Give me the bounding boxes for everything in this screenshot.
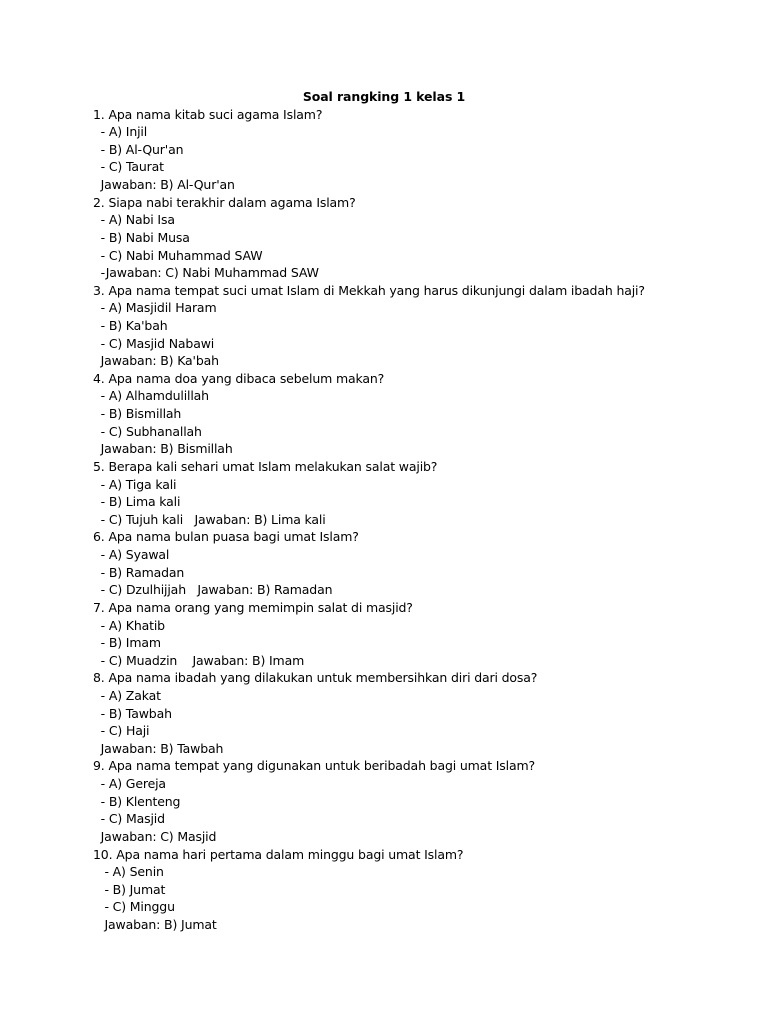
document-line: 7. Apa nama orang yang memimpin salat di masjid? — [93, 599, 413, 615]
document-line: - B) Imam — [93, 635, 161, 651]
document-line: - B) Tawbah — [93, 705, 172, 721]
document-line: - B) Bismillah — [93, 406, 182, 421]
document-line: - A) Zakat — [93, 688, 161, 703]
document-line: 2. Siapa nabi terakhir dalam agama Islam? — [93, 194, 356, 210]
document-line: - B) Nabi Musa — [93, 229, 190, 245]
document-line: 8. Apa nama ibadah yang dilakukan untuk membersihkan diri dari dosa? — [93, 670, 538, 686]
document-line: 9. Apa nama tempat yang digunakan untuk beribadah bagi umat Islam? — [93, 758, 536, 774]
document-line: 1. Apa nama kitab suci agama Islam? — [93, 106, 323, 122]
document-line: Jawaban: B) Tawbah — [93, 740, 224, 756]
document-line: - A) Khatib — [93, 617, 165, 633]
document-line: - B) Lima kali — [93, 494, 181, 510]
document-line: - A) Senin — [93, 864, 164, 880]
document-line: - C) Masjid Nabawi — [93, 335, 215, 351]
document-line: - A) Masjidil Haram — [93, 300, 217, 316]
document-line: 3. Apa nama tempat suci umat Islam di Mekkah yang harus dikunjungi dalam ibadah haji? — [93, 282, 645, 298]
document-line: - B) Ka'bah — [93, 317, 168, 333]
document-line: - A) Nabi Isa — [93, 212, 175, 228]
document-line: Jawaban: C) Masjid — [93, 828, 217, 844]
document-line: - C) Dzulhijjah Jawaban: B) Ramadan — [93, 582, 333, 598]
document-line: Jawaban: B) Bismillah — [93, 441, 233, 457]
document-line: - C) Nabi Muhammad SAW — [93, 247, 263, 263]
document-line: - A) Alhamdulillah — [93, 388, 209, 404]
document-line: 6. Apa nama bulan puasa bagi umat Islam? — [93, 529, 359, 545]
document-line: - C) Subhanallah — [93, 423, 202, 439]
document-line: - A) Tiga kali — [93, 476, 177, 492]
document-line: - C) Masjid — [93, 811, 165, 827]
document-title: Soal rangking 1 kelas 1 — [302, 89, 466, 104]
document-line: Jawaban: B) Ka'bah — [93, 353, 219, 369]
document-line: 10. Apa nama hari pertama dalam minggu bagi umat Islam? — [93, 846, 464, 862]
document-line: - C) Minggu — [93, 899, 175, 915]
document-line: - C) Taurat — [93, 159, 164, 175]
document-line: - A) Injil — [93, 124, 148, 140]
document-line: - A) Syawal — [93, 547, 170, 562]
document-line: - B) Al-Qur'an — [93, 141, 184, 157]
document-line: 5. Berapa kali sehari umat Islam melakukan salat wajib? — [93, 458, 438, 474]
document-line: -Jawaban: C) Nabi Muhammad SAW — [93, 265, 319, 281]
document-line: - C) Tujuh kali Jawaban: B) Lima kali — [93, 511, 326, 527]
document-line: 4. Apa nama doa yang dibaca sebelum makan? — [93, 370, 385, 386]
document-line: - B) Ramadan — [93, 564, 185, 580]
document-line: - A) Gereja — [93, 776, 166, 792]
document-line: Jawaban: B) Jumat — [93, 917, 217, 932]
document-line: - C) Haji — [93, 723, 150, 739]
document-line: - B) Klenteng — [93, 793, 181, 809]
document-line: Jawaban: B) Al-Qur'an — [93, 177, 235, 192]
document-line: - C) Muadzin Jawaban: B) Imam — [93, 652, 305, 668]
document-line: - B) Jumat — [93, 881, 166, 897]
